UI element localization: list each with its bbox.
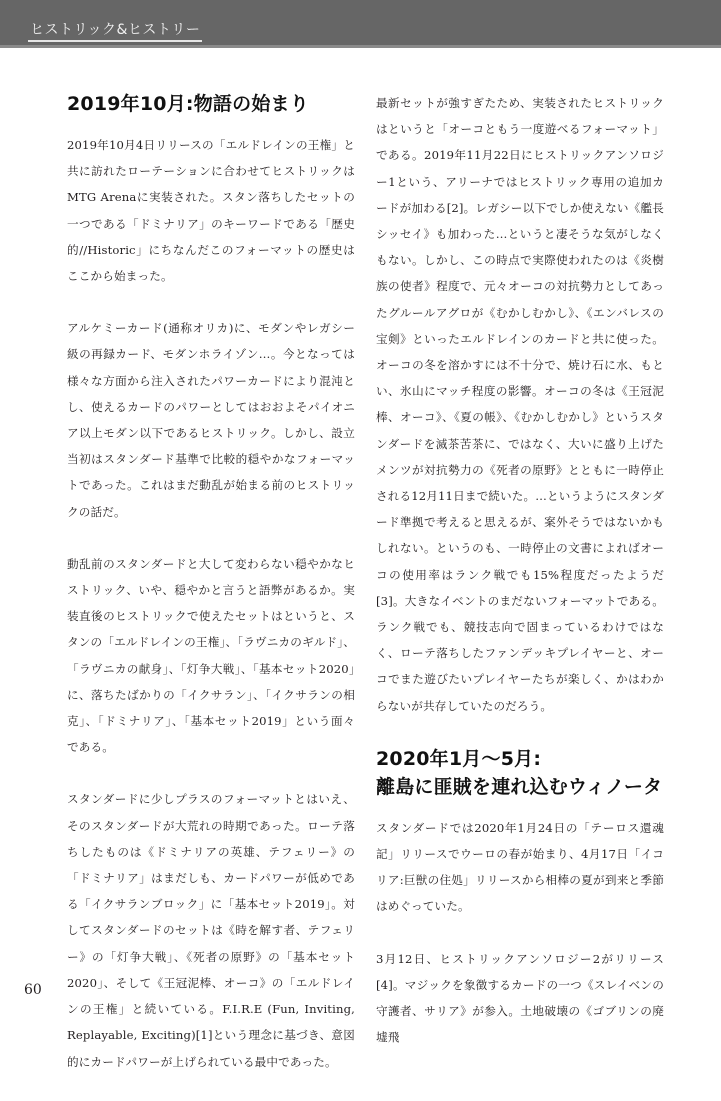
section-title-line1: 2020年1月〜5月:: [376, 747, 542, 770]
paragraph: 3月12日、ヒストリックアンソロジー2がリリース[4]。マジックを象徴するカードの一つ《スレイベンの守護者、サリア》が参入。土地破壊の《ゴブリンの廃墟飛: [376, 951, 664, 1045]
section-title: 2019年10月:物語の始まり: [67, 93, 309, 115]
paragraph: アルケミーカード(通称オリカ)に、モダンやレガシー級の再録カード、モダンホライゾン…。今となっては様々な方面から注入されたパワーカードにより混沌とし、使えるカードのパワーとしてはおおよそパイオニア以上モダン以下であるヒストリック。しかし、設立当初はスタンダード基準で比較的穏やかなフォーマットであった。これはまだ動乱が始まる前のヒストリックの話だ。: [67, 321, 355, 519]
paragraph: スタンダードでは2020年1月24日の「テーロス還魂記」リリースでウーロの春が始まり、4月17日「イコリア:巨獣の住処」リリースから相棒の夏が到来と季節はめぐっていた。: [376, 820, 664, 914]
running-head: ヒストリック&ヒストリー: [28, 22, 202, 42]
paragraph: スタンダードに少しプラスのフォーマットとはいえ、そのスタンダードが大荒れの時期であった。ローテ落ちしたものは《ドミナリアの英雄、テフェリー》の「ドミナリア」はまだしも、カードパワーが低めである「イクサランブロック」に「基本セット2019」。対してスタンダードのセットは《時を解す者、テフェリー》の「灯争大戦」、《死者の原野》の「基本セット2020」、そして《王冠泥棒、オーコ》の「エルドレインの王権」と続いている。F.I.R.E (Fun, Inviting, Replayable, Exciting)[1]という理念に基づき、意図的にカードパワーが上げられている最中であった。: [67, 792, 355, 1069]
paragraph: 最新セットが強すぎたため、実装されたヒストリックはというと「オーコともう一度遊べるフォーマット」である。2019年11月22日にヒストリックアンソロジー1という、アリーナではヒストリック専用の追加カードが加わる[2]。レガシー以下でしか使えない《艦長シッセイ》も加わった…というと凄そうな気がしなくもない。しかし、この時点で実際使われたのは《炎樹族の使者》程度で、元々オーコの対抗勢力としてあったグルールアグロが《むかしむかし》、《エンバレスの宝剣》といったエルドレインのカードと共に使った。オーコの冬を溶かすには不十分で、焼け石に水、もとい、氷山にマッチ程度の影響。オーコの冬は《王冠泥棒、オーコ》、《夏の帳》、《むかしむかし》というスタンダードを滅茶苦茶に、ではなく、大いに盛り上げたメンツが対抗勢力の《死者の原野》とともに一時停止される12月11日まで続いた。…というようにスタンダード準拠で考えると思えるが、案外そうではないかもしれない。というのも、一時停止の文書によればオーコの使用率はランク戦でも15%程度だったようだ[3]。大きなイベントのまだないフォーマットである。ランク戦でも、競技志向で固まっているわけではなく、ローテ落ちしたファンデッキプレイヤーと、オーコでまた遊びたいプレイヤーたちが楽しく、かはわからないが共存していたのだろう。: [376, 96, 665, 713]
left-column: [67, 90, 355, 1101]
section-title-line2: 離島に匪賊を連れ込むウィノータ: [376, 775, 663, 798]
right-column: [376, 90, 664, 1077]
header-band: [0, 0, 721, 48]
page-number: 60: [24, 982, 42, 998]
section-title: [376, 745, 664, 801]
paragraph: 2019年10月4日リリースの「エルドレインの王権」と共に訪れたローテーションに合わせてヒストリックはMTG Arenaに実装された。スタン落ちしたセットの一つである「ドミナリア」のキーワードである「歴史的//Historic」にちなんだこのフォーマットの歴史はここから始まった。: [67, 138, 355, 284]
paragraph: 動乱前のスタンダードと大して変わらない穏やかなヒストリック、いや、穏やかと言うと語弊があるか。実装直後のヒストリックで使えたセットはというと、スタンの「エルドレインの王権」、「ラヴニカのギルド」、「ラヴニカの献身」、「灯争大戦」、「基本セット2020」に、落ちたばかりの「イクサラン」、「イクサランの相克」、「ドミナリア」、「基本セット2019」という面々である。: [67, 556, 355, 755]
